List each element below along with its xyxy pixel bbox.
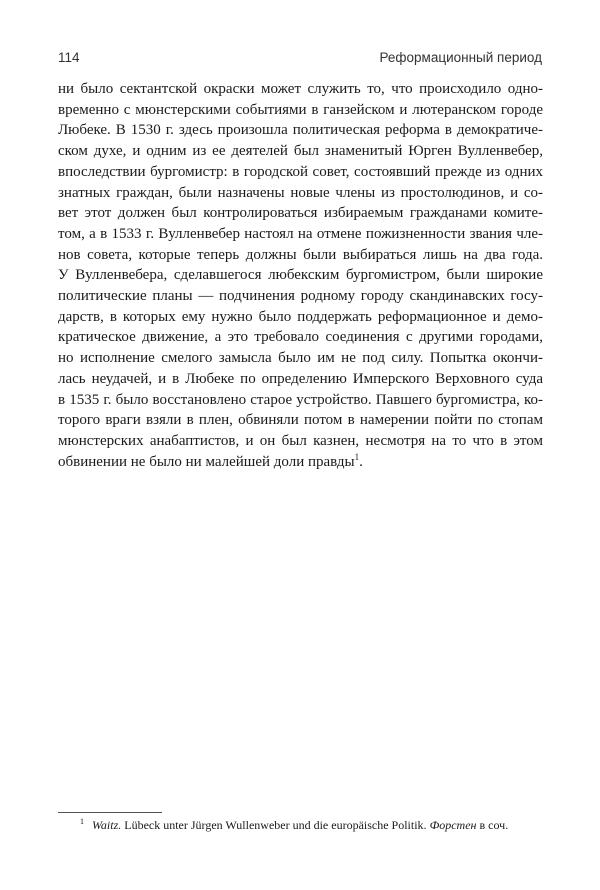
main-text xyxy=(58,79,543,472)
text-line: мюнстерских анабаптистов, и он был казнен, несмотря на то что в этом xyxy=(58,432,543,449)
footnote-number: 1 xyxy=(80,817,84,826)
text-line: торого враги взяли в плен, обвиняли потом в намерении пойти по стопам xyxy=(58,412,543,429)
footnote-text-2: в соч. xyxy=(476,818,509,832)
footnote-text: Lübeck unter Jürgen Wullenweber und die europäische Politik. xyxy=(121,818,430,832)
page-header xyxy=(58,50,542,72)
text-line: Любеке. В 1530 г. здесь произошла политическая реформа в демократиче- xyxy=(58,122,543,139)
text-line: кратическое движение, а это требовало соединения с другими городами, xyxy=(58,329,543,346)
text-line: дарств, в которых ему нужно было поддержать реформационное и демо- xyxy=(58,308,543,325)
text-line: том, а в 1533 г. Вулленвебер настоял на отмене пожизненности звания чле- xyxy=(58,225,543,242)
text-line-last: обвинении не было ни малейшей доли правды$^1$. xyxy=(58,451,363,470)
text-line: ни было сектантской окраски может служить то, что происходило одно- xyxy=(58,81,543,97)
text-line: вет этот должен был контролироваться избираемым гражданами комите- xyxy=(58,205,543,222)
footnote-reference[interactable]: 1 xyxy=(354,451,360,462)
page-number: 114 xyxy=(58,50,80,65)
footnote-author-2: Форстен xyxy=(429,818,477,832)
text-line: в 1535 г. было восстановлено старое устройство. Павшего бургомистра, ко- xyxy=(58,391,543,408)
footnote-author: Waitz. xyxy=(92,818,122,832)
text-line: У Вулленвебера, сделавшегося любекским бургомистром, были широкие xyxy=(58,267,543,284)
text-line: ском духе, и одним из ее деятелей был знаменитый Юрген Вулленвебер, xyxy=(58,143,543,160)
text-line: лась неудачей, и в Любеке по определению Имперского Верховного суда xyxy=(58,370,543,387)
running-title: Реформационный период xyxy=(379,50,542,65)
text-line: впоследствии бургомистр: в городской совет, состоявший прежде из одних xyxy=(58,163,543,180)
text-line: нов совета, которые теперь должны были выбираться лишь на два года. xyxy=(58,246,543,263)
last-line-text: обвинении не было ни малейшей доли правды xyxy=(58,453,355,470)
text-line: знатных граждан, были назначены новые члены из простолюдинов, и со- xyxy=(58,184,543,201)
text-line: политические планы — подчинения родному городу скандинавских госу- xyxy=(58,288,543,305)
footnote-divider xyxy=(58,812,162,813)
text-line: временно с мюнстерскими событиями в ганзейском и лютеранском городе xyxy=(58,101,543,118)
text-line: но исполнение смелого замысла было им не под силу. Попытка окончи- xyxy=(58,350,543,367)
footnote xyxy=(80,817,550,833)
